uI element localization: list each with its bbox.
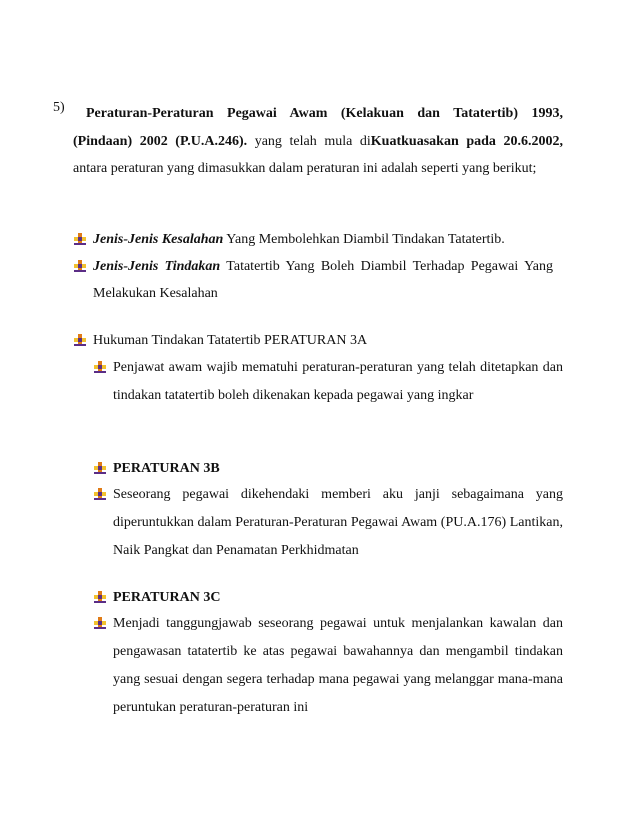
- arrow-bullet-icon: [93, 616, 107, 630]
- peraturan-3c-text: Menjadi tanggungjawab seseorang pegawai untuk menjalankan kawalan dan pengawasan tatatertib ke atas pegawai bawahannya dan mengambil tindakan yang sesuai dengan segera terhadap mana pegawai yang melanggar mana-mana peruntukan peraturan-peraturan ini: [113, 616, 563, 715]
- list-item-3c-heading: [93, 584, 563, 611]
- regulation-title: Peraturan-Peraturan Pegawai Awam (Kelakuan dan Tatatertib) 1993, (Pindaan) 2002 (P.U.A.246).: [73, 106, 563, 149]
- peraturan-3a-text: Penjawat awam wajib mematuhi peraturan-peraturan yang telah ditetapkan dan tindakan tatatertib boleh dikenakan kepada pegawai yang ingkar: [113, 360, 563, 403]
- bullet-text: Tatatertib Yang Boleh Diambil Terhadap Pegawai Yang Melakukan Kesalahan: [93, 259, 553, 301]
- bullet-bold-text: Jenis-Jenis Tindakan: [93, 259, 221, 274]
- list-item-3b: [93, 481, 563, 565]
- list-item: [73, 253, 553, 307]
- peraturan-3b-text: Seseorang pegawai dikehendaki memberi aku janji sebagaimana yang diperuntukkan dalam Peraturan-Peraturan Pegawai Awam (PU.A.176) Lantikan, Naik Pangkat dan Penamatan Perkhidmatan: [113, 487, 563, 558]
- arrow-bullet-icon: [73, 259, 87, 273]
- hukuman-heading: Hukuman Tindakan Tatatertib PERATURAN 3A: [93, 333, 368, 348]
- arrow-bullet-icon: [73, 232, 87, 246]
- peraturan-3c-heading: PERATURAN 3C: [113, 590, 221, 605]
- arrow-bullet-icon: [93, 360, 107, 374]
- item-number: 5): [53, 100, 65, 115]
- list-item: [73, 226, 553, 253]
- arrow-bullet-icon: [93, 590, 107, 604]
- paragraph-text-2: antara peraturan yang dimasukkan dalam peraturan ini adalah seperti yang berikut;: [73, 161, 537, 176]
- item-paragraph: [73, 100, 563, 183]
- bullet-text: Yang Membolehkan Diambil Tindakan Tatatertib.: [223, 232, 505, 247]
- list-item-3c: [93, 610, 563, 722]
- list-item-3a: [93, 354, 563, 410]
- effective-date-text: Kuatkuasakan pada 20.6.2002,: [370, 133, 563, 149]
- arrow-bullet-icon: [93, 487, 107, 501]
- arrow-bullet-icon: [73, 333, 87, 347]
- bullet-bold-text: Jenis-Jenis Kesalahan: [93, 232, 224, 247]
- arrow-bullet-icon: [93, 461, 107, 475]
- paragraph-text-1: yang telah mula di: [247, 133, 371, 149]
- list-item-3b-heading: [93, 455, 563, 482]
- list-item-hukuman: [73, 327, 553, 354]
- peraturan-3b-heading: PERATURAN 3B: [113, 461, 220, 476]
